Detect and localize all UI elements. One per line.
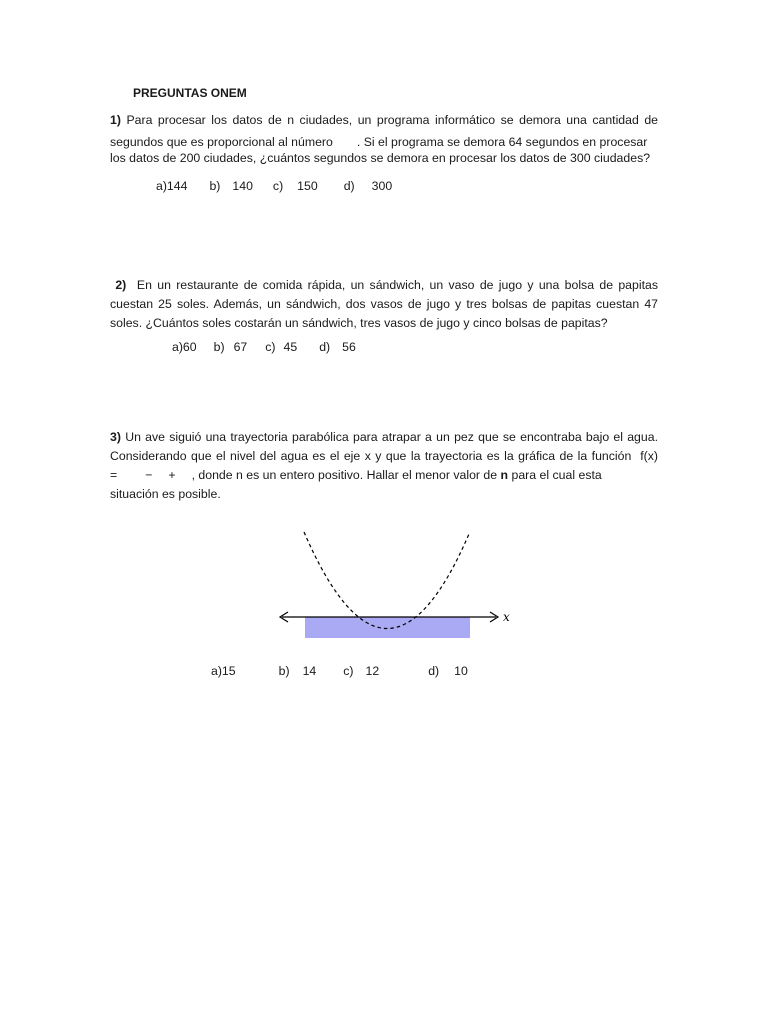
question-1-options: a)144 b) 140 c) 150 d) 300 xyxy=(156,179,393,193)
x-axis-label: x xyxy=(503,610,510,624)
question-1-line-1: 1) Para procesar los datos de n ciudades, un programa informático se demora una cantidad de xyxy=(110,113,658,127)
option-c: c) xyxy=(272,179,284,193)
question-2 xyxy=(110,276,658,333)
option-a: a)15 xyxy=(211,664,236,678)
option-c: c) xyxy=(265,340,276,354)
question-2-line-3: soles. ¿Cuántos soles costarán un sándwich, tres vasos de jugo y cinco bolsas de papitas? xyxy=(110,316,608,330)
question-1-number: 1) xyxy=(110,113,121,127)
question-3-options: a)15 b) 14 c) 12 d) 10 xyxy=(211,664,468,678)
parabola-figure xyxy=(270,528,520,646)
option-d: d) xyxy=(319,340,331,354)
page-title: PREGUNTAS ONEM xyxy=(133,86,247,100)
question-2-line-2: cuestan 25 soles. Además, un sándwich, dos vasos de jugo y tres bolsas de papitas cuestan 47 xyxy=(110,297,658,311)
question-2-line-1: 2) En un restaurante de comida rápida, un sándwich, un vaso de jugo y una bolsa de papitas xyxy=(115,278,658,292)
question-1-line-2: segundos que es proporcional al número . Si el programa se demora 64 segundos en procesar xyxy=(110,135,648,149)
question-3-line-3: = − + , donde n es un entero positivo. Hallar el menor valor de n para el cual esta xyxy=(110,468,602,482)
question-3 xyxy=(110,428,658,504)
water-region xyxy=(305,617,470,638)
option-b: b) xyxy=(278,664,290,678)
option-a: a)60 xyxy=(172,340,197,354)
parabola-curve xyxy=(304,532,469,629)
question-3-number: 3) xyxy=(110,430,121,444)
option-b: b) xyxy=(213,340,225,354)
question-3-line-4: situación es posible. xyxy=(110,487,221,501)
option-d: d) xyxy=(428,664,440,678)
question-3-line-2: Considerando que el nivel del agua es el eje x y que la trayectoria es la gráfica de la función f(x) xyxy=(110,449,658,463)
question-1-line-3: los datos de 200 ciudades, ¿cuántos segundos se demora en procesar los datos de 300 ciudades? xyxy=(110,151,651,165)
option-d: d) xyxy=(343,179,355,193)
question-2-options: a)60 b) 67 c) 45 d) 56 xyxy=(172,340,356,354)
option-c: c) xyxy=(343,664,354,678)
question-2-number: 2) xyxy=(115,278,127,292)
option-a: a)144 xyxy=(156,179,188,193)
option-b: b) xyxy=(209,179,221,193)
question-3-line-1: 3) Un ave siguió una trayectoria parabólica para atrapar a un pez que se encontraba bajo el agua. xyxy=(110,430,658,444)
question-1 xyxy=(110,111,658,168)
